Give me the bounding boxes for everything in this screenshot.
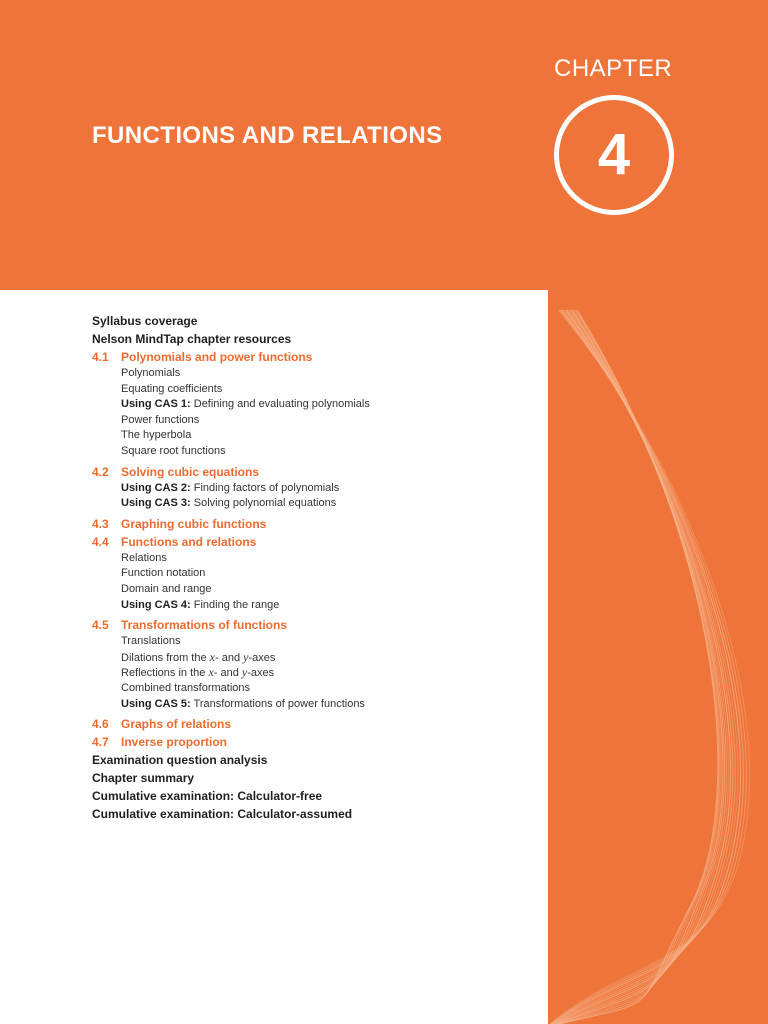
toc-section-4-2[interactable]	[92, 463, 532, 481]
cas-label: Using CAS 3:	[121, 497, 191, 510]
toc-item-syllabus[interactable]: Syllabus coverage	[92, 314, 198, 328]
wave-line	[557, 310, 723, 1024]
toc-section-4-6[interactable]	[92, 715, 532, 733]
toc-subitem-cas[interactable]	[92, 496, 532, 512]
toc-section-4-5[interactable]	[92, 616, 532, 634]
section-title: Polynomials and power functions	[121, 350, 313, 364]
toc-subitem-cas[interactable]	[92, 397, 532, 413]
wave-line	[553, 310, 735, 1024]
section-title: Transformations of functions	[121, 618, 288, 633]
toc-section-4-1[interactable]	[92, 348, 532, 366]
toc-item-mindtap[interactable]: Nelson MindTap chapter resources	[92, 332, 292, 346]
toc-subitem[interactable]: The hyperbola	[121, 429, 192, 442]
section-title: Graphing cubic functions	[121, 516, 267, 531]
section-number: 4.4	[92, 534, 109, 549]
toc-subitem[interactable]: Polynomials	[121, 367, 181, 379]
cas-label: Using CAS 2:	[121, 481, 191, 494]
toc-subitem-cas[interactable]	[92, 697, 532, 713]
toc-subitem[interactable]: Function notation	[121, 567, 206, 580]
section-title: Inverse proportion	[121, 735, 228, 750]
section-number: 4.6	[92, 717, 109, 732]
wave-line	[559, 310, 719, 1024]
cas-text: Finding factors of polynomials	[190, 481, 340, 494]
cas-label: Using CAS 1:	[121, 398, 191, 411]
text-part: - and	[213, 667, 242, 680]
table-of-contents	[92, 312, 532, 823]
toc-subitem[interactable]: Combined transformations	[121, 681, 251, 694]
cas-label: Using CAS 5:	[121, 697, 191, 710]
toc-subitem[interactable]: Equating coefficients	[121, 382, 223, 395]
section-number: 4.2	[92, 464, 109, 479]
toc-item-exam-calculator-assumed[interactable]: Cumulative examination: Calculator-assumed	[92, 807, 353, 822]
cas-text: Finding the range	[190, 598, 280, 611]
toc-subitem-dilations[interactable]	[92, 650, 532, 666]
chapter-number: 4	[597, 121, 631, 187]
toc-section-4-4[interactable]	[92, 533, 532, 551]
chapter-title: FUNCTIONS AND RELATIONS	[92, 122, 443, 149]
cas-label: Using CAS 4:	[121, 598, 191, 611]
section-number: 4.7	[92, 735, 109, 750]
text-part: Dilations from the	[121, 651, 210, 664]
toc-section-4-3[interactable]	[92, 515, 532, 533]
cas-text: Solving polynomial equations	[190, 497, 337, 510]
variable-y: y	[243, 649, 249, 664]
chapter-label: CHAPTER	[554, 55, 673, 82]
toc-subitem-cas[interactable]	[92, 481, 532, 497]
wave-line	[554, 310, 730, 1024]
toc-item-exam-calculator-free[interactable]: Cumulative examination: Calculator-free	[92, 789, 323, 804]
text-part: - and	[214, 651, 244, 664]
toc-subitem[interactable]: Relations	[121, 551, 167, 564]
section-number: 4.5	[92, 618, 109, 633]
toc-subitem[interactable]: Square root functions	[121, 444, 226, 457]
variable-x: x	[208, 665, 214, 680]
text-part: -axes	[247, 667, 275, 680]
text-part: -axes	[248, 651, 276, 664]
cas-text: Defining and evaluating polynomials	[190, 398, 370, 411]
decorative-wave-lines	[548, 290, 768, 1024]
cas-text: Transformations of power functions	[190, 697, 365, 710]
toc-subitem[interactable]: Translations	[121, 635, 181, 648]
section-title: Functions and relations	[121, 534, 257, 549]
section-title: Graphs of relations	[121, 717, 232, 732]
variable-y: y	[241, 665, 248, 680]
section-number: 4.3	[92, 516, 109, 531]
section-title: Solving cubic equations	[121, 464, 260, 479]
toc-subitem[interactable]: Domain and range	[121, 582, 212, 595]
toc-subitem-cas[interactable]	[92, 598, 532, 614]
toc-section-4-7[interactable]	[92, 733, 532, 751]
text-part: Reflections in the	[121, 667, 209, 680]
contents-panel	[0, 290, 548, 1024]
section-number: 4.1	[92, 350, 109, 364]
variable-x: x	[209, 649, 215, 664]
wave-line	[555, 310, 728, 1024]
wave-line	[556, 310, 724, 1024]
toc-subitem-reflections[interactable]	[92, 665, 532, 681]
toc-item-chapter-summary[interactable]: Chapter summary	[92, 771, 195, 786]
toc-item-exam-analysis[interactable]: Examination question analysis	[92, 753, 268, 768]
toc-subitem[interactable]: Power functions	[121, 413, 200, 426]
